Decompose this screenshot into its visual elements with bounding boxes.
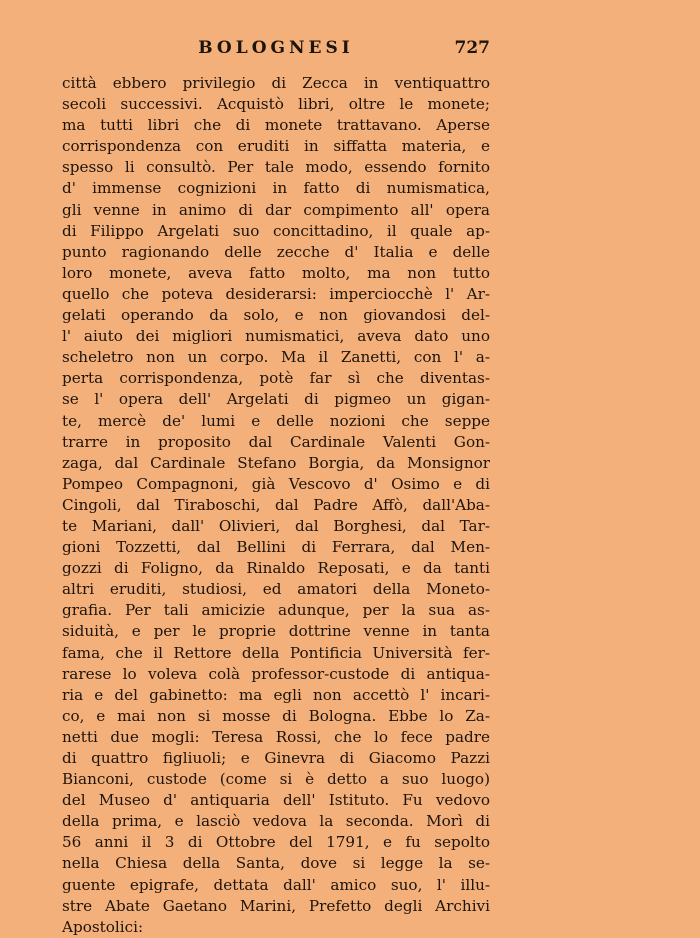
text-line: nella Chiesa della Santa, dove si legge la se- [62, 854, 490, 873]
text-line: altri eruditi, studiosi, ed amatori della Moneto- [62, 580, 490, 599]
text-line: siduità, e per le proprie dottrine venne in tanta [62, 622, 490, 641]
text-line: se l' opera dell' Argelati di pigmeo un gigan- [62, 390, 490, 409]
text-line: guente epigrafe, dettata dall' amico suo, l' illu- [62, 875, 490, 894]
text-line: te, mercè de' lumi e delle nozioni che seppe [62, 411, 490, 430]
text-line: del Museo d' antiquaria dell' Istituto. Fu vedovo [62, 791, 490, 810]
text-line: trarre in proposito dal Cardinale Valenti Gon- [62, 432, 490, 451]
text-line: ma tutti libri che di monete trattavano. Aperse [62, 116, 490, 135]
text-line: quello che poteva desiderarsi: imperciocchè l' Ar- [62, 284, 490, 303]
page-number: 727 [454, 38, 490, 58]
text-line: Pompeo Compagnoni, già Vescovo d' Osimo e di [62, 474, 490, 493]
text-line: Bianconi, custode (come si è detto a suo luogo) [62, 770, 490, 789]
text-line: corrispondenza con eruditi in siffatta materia, e [62, 137, 490, 156]
text-line: zaga, dal Cardinale Stefano Borgia, da Monsignor [62, 453, 490, 472]
text-line: 56 anni il 3 di Ottobre del 1791, e fu sepolto [62, 833, 490, 852]
text-line: perta corrispondenza, potè far sì che diventas- [62, 369, 490, 388]
text-line: scheletro non un corpo. Ma il Zanetti, con l' a- [62, 348, 490, 367]
text-line: gli venne in animo di dar compimento all' opera [62, 200, 490, 219]
text-line: gozzi di Foligno, da Rinaldo Reposati, e da tanti [62, 559, 490, 578]
text-line: te Mariani, dall' Olivieri, dal Borghesi, dal Tar- [62, 516, 490, 535]
text-line: gelati operando da solo, e non giovandosi del- [62, 306, 490, 325]
body-text [62, 73, 490, 938]
text-line: punto ragionando delle zecche d' Italia e delle [62, 242, 490, 261]
text-line: netti due mogli: Teresa Rossi, che lo fece padre [62, 727, 490, 746]
text-line: spesso li consultò. Per tale modo, essendo fornito [62, 158, 490, 177]
text-line: gioni Tozzetti, dal Bellini di Ferrara, dal Men- [62, 538, 490, 557]
text-line: Cingoli, dal Tiraboschi, dal Padre Affò, dall'Aba- [62, 495, 490, 514]
running-title: BOLOGNESI [198, 38, 354, 58]
text-line: Apostolici: [62, 917, 144, 936]
text-line: grafia. Per tali amicizie adunque, per la sua as- [62, 601, 490, 620]
text-line: co, e mai non si mosse di Bologna. Ebbe lo Za- [62, 706, 490, 725]
text-line: rarese lo voleva colà professor-custode di antiqua- [62, 664, 490, 683]
text-line: fama, che il Rettore della Pontificia Università fer- [62, 643, 490, 662]
page-header [62, 38, 490, 64]
text-line: città ebbero privilegio di Zecca in ventiquattro [62, 74, 490, 92]
text-line: della prima, e lasciò vedova la seconda. Morì di [62, 812, 490, 831]
text-line: di Filippo Argelati suo concittadino, il quale ap- [62, 221, 490, 240]
text-line: stre Abate Gaetano Marini, Prefetto degli Archivi [62, 896, 490, 915]
text-line: d' immense cognizioni in fatto di numismatica, [62, 179, 490, 198]
text-line: loro monete, aveva fatto molto, ma non tutto [62, 263, 490, 282]
text-line: secoli successivi. Acquistò libri, oltre le monete; [62, 95, 490, 114]
text-line: l' aiuto dei migliori numismatici, aveva dato uno [62, 327, 490, 346]
text-line: di quattro figliuoli; e Ginevra di Giacomo Pazzi [62, 749, 490, 767]
text-line: ria e del gabinetto: ma egli non accettò l' incari- [62, 685, 490, 704]
